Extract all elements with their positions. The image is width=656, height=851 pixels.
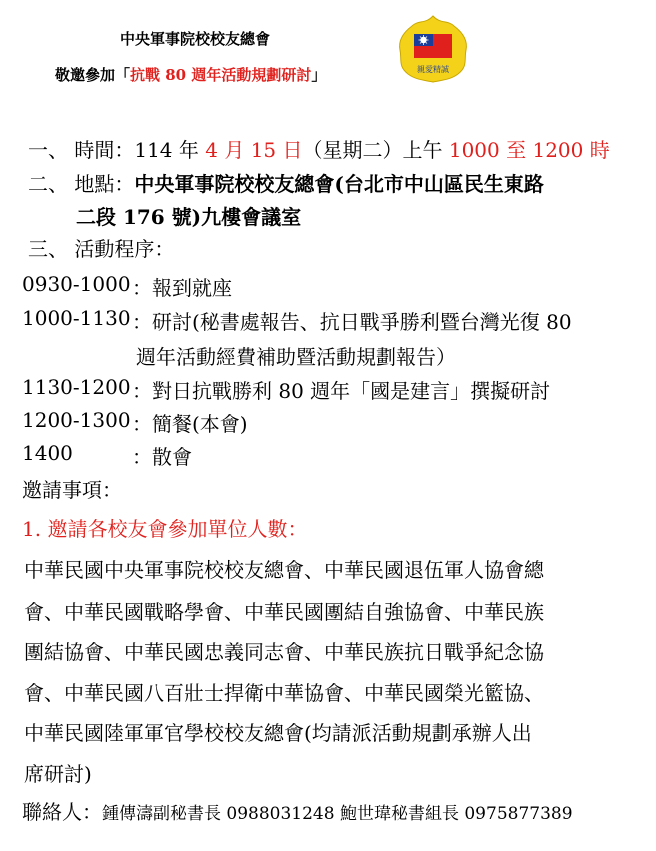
time-date: 4 月 15 日 (205, 138, 303, 162)
invitation-item-label: 1. 邀請各校友會參加單位人數： (22, 517, 308, 541)
schedule-row (22, 375, 551, 403)
schedule-desc: ：簡餐(本會) (132, 412, 248, 436)
invitation-paragraph-line: 席研討) (24, 762, 92, 786)
schedule-time: 1400 (22, 441, 73, 465)
place-address-cont: 二段 176 號)九樓會議室 (76, 205, 302, 229)
schedule-row (22, 408, 248, 436)
organization-logo (396, 14, 470, 84)
schedule-time: 1130-1200 (22, 375, 131, 399)
schedule-desc: ：研討(秘書處報告、抗日戰爭勝利暨台灣光復 80 (132, 310, 572, 334)
time-weekday: （星期二）上午 (302, 138, 449, 162)
invitation-paragraph-line: 中華民國中央軍事院校校友總會、中華民國退伍軍人協會總 (24, 558, 544, 582)
schedule-time: 1200-1300 (22, 408, 131, 432)
invitation-title-line (55, 64, 326, 85)
schedule-desc: ：對日抗戰勝利 80 週年「國是建言」撰擬研討 (132, 379, 551, 403)
contact-label: 聯絡人： (22, 800, 102, 824)
invitation-paragraph-line: 中華民國陸軍軍官學校校友總會(均請派活動規劃承辦人出 (24, 721, 532, 745)
invite-prefix: 敬邀參加「 (55, 66, 131, 84)
schedule-desc-cont: 週年活動經費補助暨活動規劃報告） (136, 345, 456, 369)
time-label: 一、 時間： (28, 138, 135, 162)
contact-info: 鍾傳濤副秘書長 0988031248 鮑世瑋秘書組長 0975877389 (102, 804, 573, 824)
invite-suffix: 」 (311, 66, 327, 84)
organization-name: 中央軍事院校校友總會 (120, 30, 271, 48)
invite-title: 抗戰 80 週年活動規劃研討 (130, 66, 312, 84)
time-line (28, 140, 610, 160)
schedule-row (22, 441, 192, 469)
invitation-paragraph-line: 會、中華民國戰略學會、中華民國團結自強協會、中華民族 (24, 600, 544, 624)
program-label: 三、 活動程序： (28, 237, 175, 261)
place-line (28, 174, 544, 194)
time-year: 114 年 (134, 138, 206, 162)
place-label: 二、 地點： (28, 172, 135, 196)
invitation-paragraph-line: 團結協會、中華民國忠義同志會、中華民族抗日戰爭紀念協 (24, 640, 544, 664)
schedule-time: 1000-1130 (22, 306, 131, 330)
place-address: 中央軍事院校校友總會(台北市中山區民生東路 (134, 172, 544, 196)
invitation-paragraph-line: 會、中華民國八百壯士捍衛中華協會、中華民國榮光籃協、 (24, 681, 544, 705)
contact-line (22, 796, 573, 825)
svg-text:親愛精誠: 親愛精誠 (417, 65, 449, 74)
schedule-time: 0930-1000 (22, 272, 131, 296)
schedule-desc: ：報到就座 (132, 276, 232, 300)
schedule-desc: ：散會 (132, 445, 192, 469)
time-range: 1000 至 1200 時 (448, 138, 610, 162)
schedule-row (22, 306, 572, 334)
invitation-heading: 邀請事項： (22, 478, 122, 502)
schedule-row (22, 272, 232, 300)
